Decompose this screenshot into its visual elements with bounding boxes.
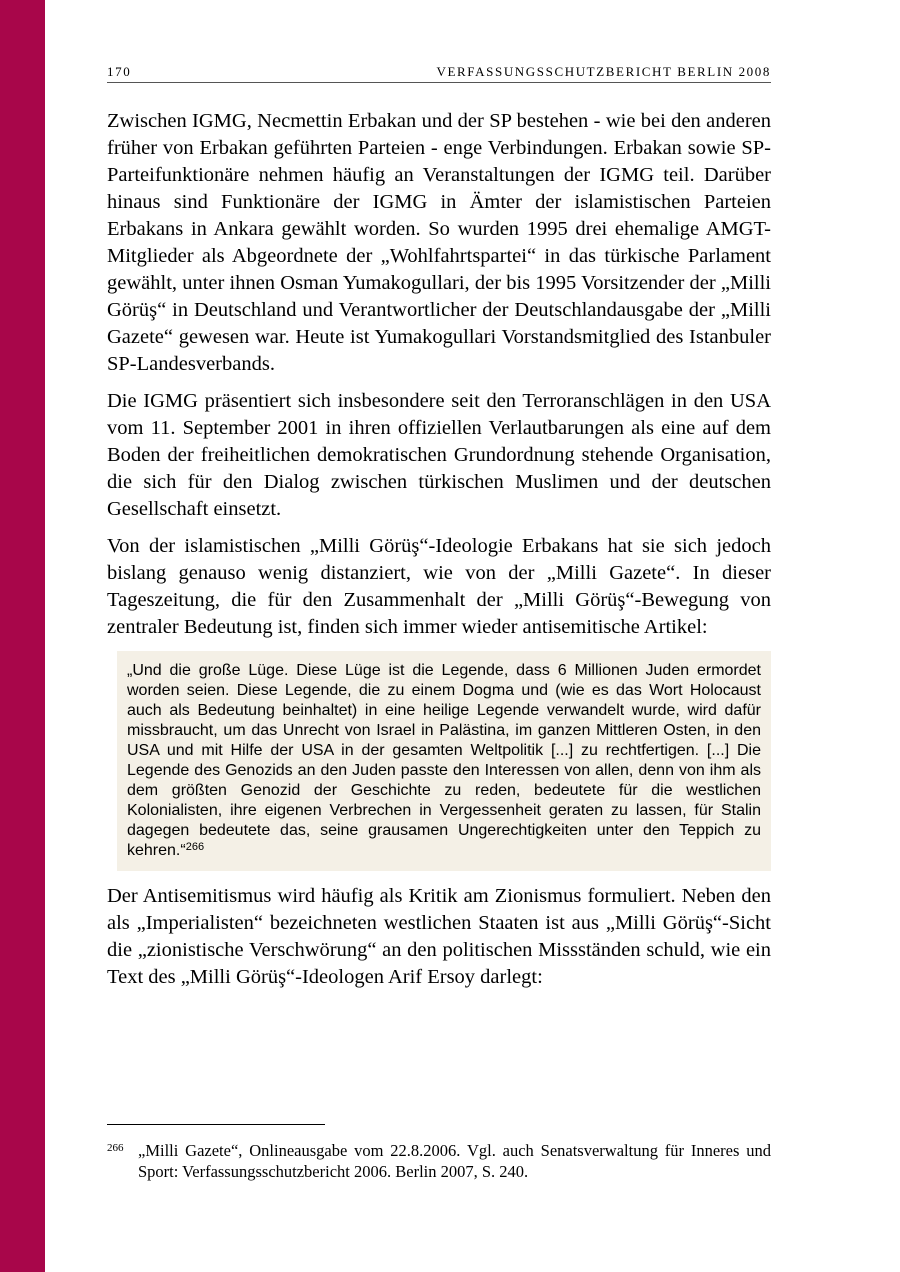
footnote-reference[interactable]: 266 bbox=[185, 841, 205, 853]
main-text bbox=[107, 108, 771, 1001]
footnote bbox=[107, 1140, 771, 1182]
footnote-number: 266 bbox=[107, 1142, 124, 1154]
paragraph-2: Die IGMG präsentiert sich insbesondere seit den Terroranschlägen in den USA vom 11. September 2001 in ihren offiziellen Verlautbarungen als eine auf dem Boden der freiheitlichen demokratischen Grundordnung stehende Organisation, die sich für den Dialog zwischen türkischen Muslimen und der deutschen Gesellschaft einsetzt. bbox=[107, 390, 771, 520]
quote-text: „Und die große Lüge. Diese Lüge ist die Legende, dass 6 Millionen Juden ermordet worden seien. Diese Legende, die zu einem Dogma und (wie es das Wort Holocaust auch als Bedeutung beinhaltet) in eine heilige Legende verwandelt wurde, wird dafür missbraucht, um das Unrecht von Israel in Palästina, im ganzen Mittleren Osten, in den USA und mit Hilfe der USA in der gesamten Weltpolitik [...] zu rechtfertigen. [...] Die Legende des Genozids an den Juden passte den Interessen von allen, denn von ihm als dem größten Genozid der Geschichte zu reden, bedeutete für die westlichen Kolonialisten, ihre eigenen Verbrechen in Vergessenheit geraten zu lassen, für Stalin dagegen bedeutete das, seine grausamen Ungerechtigkeiten unter den Teppich zu kehren.“ bbox=[127, 662, 761, 859]
block-quote bbox=[117, 651, 771, 871]
footnote-text: „Milli Gazete“, Onlineausgabe vom 22.8.2006. Vgl. auch Senatsverwaltung für Inneres und Sport: Verfassungsschutzbericht 2006. Berlin 2007, S. 240. bbox=[138, 1141, 771, 1181]
left-color-bar bbox=[0, 0, 45, 1272]
paragraph-3: Von der islamistischen „Milli Görüş“-Ideologie Erbakans hat sie sich jedoch bislang genauso wenig distanziert, wie von der „Milli Gazete“. In dieser Tageszeitung, die für den Zusammenhalt der „Milli Görüş“-Bewegung von zentraler Bedeutung ist, finden sich immer wieder antisemitische Artikel: bbox=[107, 535, 771, 638]
page-number: 170 bbox=[107, 64, 132, 79]
paragraph-1: Zwischen IGMG, Necmettin Erbakan und der SP bestehen - wie bei den anderen früher von Erbakan geführten Parteien - enge Verbindungen. Erbakan sowie SP-Parteifunktionäre nehmen häufig an Veranstaltungen der IGMG teil. Darüber hinaus sind Funktionäre der IGMG in Ämter der islamistischen Parteien Erbakans in Ankara gewählt worden. So wurden 1995 drei ehemalige AMGT-Mitglieder als Abgeordnete der „Wohlfahrtspartei“ in das türkische Parlament gewählt, unter ihnen Osman Yumakogullari, der bis 1995 Vorsitzender der „Milli Görüş“ in Deutschland und Verantwortlicher der Deutschlandausgabe der „Milli Gazete“ gewesen war. Heute ist Yumakogullari Vorstandsmitglied des Istanbuler SP-Landesverbands. bbox=[107, 110, 771, 375]
footnote-divider bbox=[107, 1124, 325, 1125]
running-title: VERFASSUNGSSCHUTZBERICHT BERLIN 2008 bbox=[436, 64, 771, 79]
page-header bbox=[107, 64, 771, 83]
paragraph-4: Der Antisemitismus wird häufig als Kritik am Zionismus formuliert. Neben den als „Imperialisten“ bezeichneten westlichen Staaten ist aus „Milli Görüş“-Sicht die „zionistische Verschwörung“ an den politischen Missständen schuld, wie ein Text des „Milli Görüş“-Ideologen Arif Ersoy darlegt: bbox=[107, 885, 771, 988]
